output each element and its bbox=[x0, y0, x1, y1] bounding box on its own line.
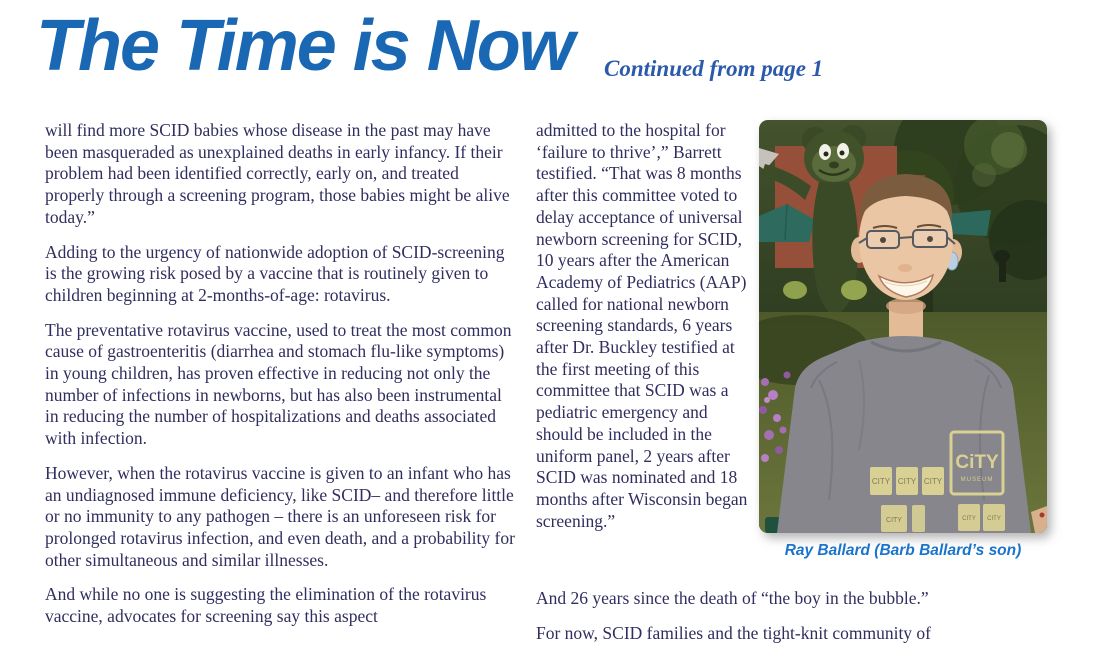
nose bbox=[898, 264, 912, 272]
paragraph: For now, SCID families and the tight-knit community of bbox=[536, 622, 932, 643]
page-title: The Time is Now bbox=[36, 6, 573, 86]
ray-ballard-photo bbox=[759, 120, 1047, 533]
paragraph: However, when the rotavirus vaccine is given to an infant who has an undiagnosed immune deficiency, like SCID– and therefore little or no immunity to any pathogen – there is an unforeseen risk for prolonged rotavirus infection, and even death, and a probability for other simultaneous and similar illnesses. bbox=[45, 462, 515, 570]
continued-from-note: Continued from page 1 bbox=[604, 56, 824, 81]
paragraph: Adding to the urgency of nationwide adoption of SCID-screening is the growing risk posed by a vaccine that is routinely given to children beginning at 2-months-of-age: rotavirus. bbox=[45, 241, 505, 305]
svg-text:CITY: CITY bbox=[886, 517, 902, 524]
middle-text-column bbox=[536, 120, 751, 545]
paragraph: And 26 years since the death of “the boy in the bubble.” bbox=[536, 588, 929, 608]
bottom-text-section bbox=[536, 588, 1088, 650]
photo-block bbox=[759, 120, 1047, 560]
svg-text:CITY: CITY bbox=[987, 516, 1001, 522]
paragraph: will find more SCID babies whose disease in the past may have been masqueraded as unexplained deaths in early infancy. If their problem had been identified correctly, early on, and treated properly through a screening program, those babies might be alive today.” bbox=[45, 120, 510, 227]
paragraph: admitted to the hospital for ‘failure to thrive’,” Barrett testified. “That was 8 months after this committee voted to delay acceptance of universal newborn screening for SCID, 10 years after the American Academy of Pediatrics (AAP) called for national newborn screening standards, 6 years after Dr. Buckley testified at the first meeting of this committee that SCID was a pediatric emergency and should be included in the uniform panel, 2 years after SCID was nominated and 18 months after Wisconsin began screening.” bbox=[536, 120, 748, 531]
photo-caption: Ray Ballard (Barb Ballard’s son) bbox=[784, 542, 1022, 559]
svg-text:CITY: CITY bbox=[871, 477, 891, 486]
paragraph: And while no one is suggesting the elimination of the rotavirus vaccine, advocates for screening say this aspect bbox=[45, 584, 487, 627]
svg-text:CITY: CITY bbox=[962, 516, 976, 522]
left-text-column bbox=[45, 120, 518, 641]
svg-text:CITY: CITY bbox=[897, 477, 917, 486]
paragraph: The preventative rotavirus vaccine, used to treat the most common cause of gastroenteritis (diarrhea and stomach flu-like symptoms) in young children, has proven effective in reducing not only the number of infections in newborns, but has also been instrumental in reducing the number of hospitalizations and deaths associated with infection. bbox=[45, 319, 512, 449]
shirt-museum-label: MUSEUM bbox=[960, 477, 994, 483]
shirt-city-logo: CiTY bbox=[955, 452, 999, 473]
svg-text:CITY: CITY bbox=[923, 477, 943, 486]
gray-tshirt bbox=[777, 336, 1031, 533]
